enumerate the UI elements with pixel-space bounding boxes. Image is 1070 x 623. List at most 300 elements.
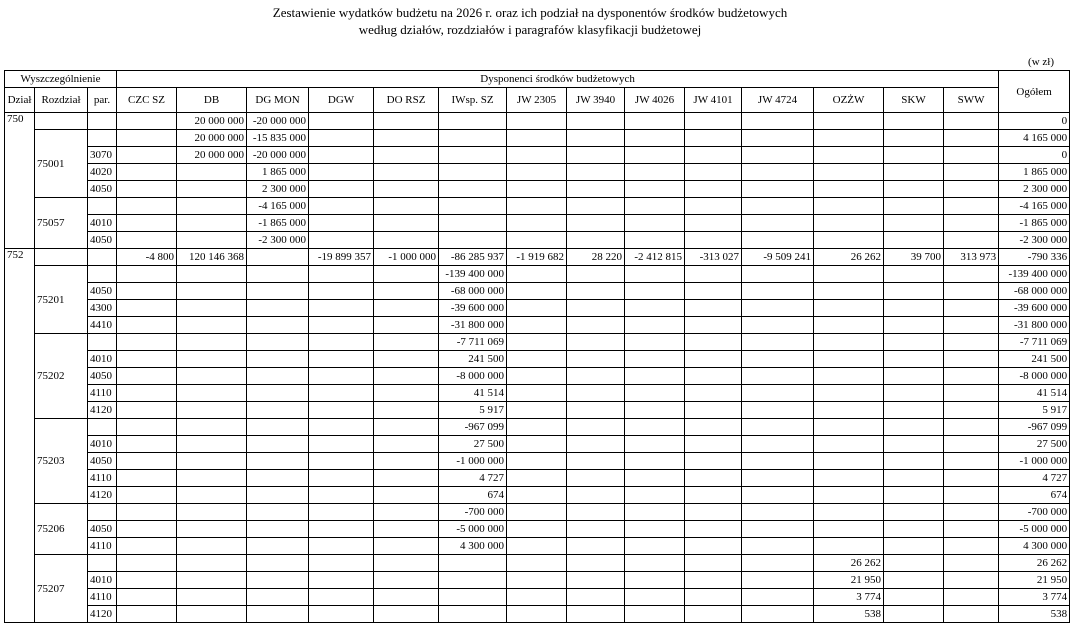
cell-value (439, 181, 507, 198)
table-row (5, 368, 1070, 385)
cell-value (884, 164, 944, 181)
cell-value (944, 368, 999, 385)
table-row (5, 164, 1070, 181)
cell-value: -31 800 000 (439, 317, 507, 334)
cell-value: 26 262 (814, 555, 884, 572)
cell-value (944, 266, 999, 283)
cell-value (309, 147, 374, 164)
unit-label: (w zł) (1028, 56, 1054, 68)
table-row (5, 181, 1070, 198)
cell-value (884, 317, 944, 334)
cell-value (814, 215, 884, 232)
cell-value (374, 198, 439, 215)
cell-value: -20 000 000 (247, 113, 309, 130)
cell-value (439, 606, 507, 623)
cell-value (742, 419, 814, 436)
header-rozdzial: Rozdział (35, 88, 88, 113)
cell-value (507, 402, 567, 419)
cell-value (814, 453, 884, 470)
cell-value (567, 351, 625, 368)
cell-value (374, 113, 439, 130)
cell-value (685, 266, 742, 283)
cell-value (625, 130, 685, 147)
cell-value (884, 470, 944, 487)
cell-par: 4110 (88, 470, 117, 487)
cell-value (177, 351, 247, 368)
cell-value (117, 164, 177, 181)
cell-value (742, 147, 814, 164)
cell-value (884, 589, 944, 606)
cell-value (814, 317, 884, 334)
cell-total: 27 500 (999, 436, 1070, 453)
table-row (5, 334, 1070, 351)
cell-total: -39 600 000 (999, 300, 1070, 317)
cell-value (814, 266, 884, 283)
cell-value (814, 113, 884, 130)
table-row (5, 589, 1070, 606)
cell-value (944, 402, 999, 419)
cell-value (814, 232, 884, 249)
cell-value (374, 572, 439, 589)
cell-value (247, 538, 309, 555)
cell-value (247, 555, 309, 572)
cell-value (117, 470, 177, 487)
cell-value (814, 385, 884, 402)
cell-par: 4050 (88, 232, 117, 249)
cell-value (567, 164, 625, 181)
cell-value: 4 300 000 (439, 538, 507, 555)
cell-value (177, 555, 247, 572)
cell-value (742, 113, 814, 130)
cell-total: -4 165 000 (999, 198, 1070, 215)
cell-value (742, 215, 814, 232)
cell-value (374, 436, 439, 453)
cell-value (309, 402, 374, 419)
cell-value (507, 572, 567, 589)
cell-value (117, 504, 177, 521)
cell-total: 21 950 (999, 572, 1070, 589)
cell-value (309, 215, 374, 232)
cell-total: 538 (999, 606, 1070, 623)
header-dysponent: DO RSZ (374, 88, 439, 113)
cell-value (507, 487, 567, 504)
cell-value (309, 487, 374, 504)
cell-par (88, 334, 117, 351)
cell-value (625, 232, 685, 249)
cell-value (177, 521, 247, 538)
cell-value (742, 266, 814, 283)
cell-value: -1 865 000 (247, 215, 309, 232)
cell-par (88, 266, 117, 283)
cell-value: 3 774 (814, 589, 884, 606)
cell-value (507, 113, 567, 130)
header-dysponent: DB (177, 88, 247, 113)
cell-value (884, 555, 944, 572)
cell-value (884, 521, 944, 538)
cell-value (884, 266, 944, 283)
cell-value (567, 232, 625, 249)
cell-value (507, 419, 567, 436)
cell-par: 4120 (88, 487, 117, 504)
cell-value (117, 402, 177, 419)
cell-value: -5 000 000 (439, 521, 507, 538)
cell-value (944, 419, 999, 436)
cell-value (567, 572, 625, 589)
cell-value (742, 368, 814, 385)
cell-value (625, 589, 685, 606)
cell-total: 5 917 (999, 402, 1070, 419)
cell-value (507, 334, 567, 351)
cell-value (944, 300, 999, 317)
cell-value (625, 385, 685, 402)
cell-value: 41 514 (439, 385, 507, 402)
header-dysponent: IWsp. SZ (439, 88, 507, 113)
cell-value (117, 300, 177, 317)
cell-value (507, 181, 567, 198)
cell-value (374, 419, 439, 436)
cell-value (884, 368, 944, 385)
table-row (5, 521, 1070, 538)
table-row (5, 606, 1070, 623)
cell-value (567, 436, 625, 453)
cell-total: 26 262 (999, 555, 1070, 572)
cell-value (567, 130, 625, 147)
cell-value (944, 538, 999, 555)
cell-value (177, 402, 247, 419)
cell-value (374, 266, 439, 283)
cell-value: -7 711 069 (439, 334, 507, 351)
cell-par: 4050 (88, 181, 117, 198)
cell-value (742, 283, 814, 300)
cell-value (685, 402, 742, 419)
cell-par (88, 113, 117, 130)
cell-value (814, 419, 884, 436)
cell-total: -7 711 069 (999, 334, 1070, 351)
cell-value (884, 300, 944, 317)
cell-value (247, 453, 309, 470)
cell-value (247, 470, 309, 487)
cell-value (625, 368, 685, 385)
cell-value (309, 334, 374, 351)
cell-rozdzial: 75201 (35, 266, 88, 334)
cell-value (439, 555, 507, 572)
cell-value (567, 521, 625, 538)
cell-value (439, 164, 507, 181)
cell-value (625, 453, 685, 470)
cell-value (685, 334, 742, 351)
cell-value (177, 572, 247, 589)
header-dysponent: SWW (944, 88, 999, 113)
cell-value (117, 351, 177, 368)
cell-value (685, 572, 742, 589)
cell-value (117, 487, 177, 504)
cell-value (567, 453, 625, 470)
cell-par: 4010 (88, 351, 117, 368)
cell-value (742, 487, 814, 504)
cell-total: 0 (999, 147, 1070, 164)
cell-value (567, 283, 625, 300)
cell-value (625, 470, 685, 487)
table-row (5, 470, 1070, 487)
cell-value (685, 453, 742, 470)
header-dysponent: JW 4101 (685, 88, 742, 113)
cell-value (247, 351, 309, 368)
cell-value (884, 181, 944, 198)
cell-value (742, 130, 814, 147)
cell-value: -2 412 815 (625, 249, 685, 266)
table-row (5, 198, 1070, 215)
cell-value (309, 555, 374, 572)
cell-value (625, 283, 685, 300)
cell-value (625, 351, 685, 368)
cell-value (507, 215, 567, 232)
cell-value (374, 521, 439, 538)
cell-dzial: 752 (5, 249, 35, 623)
cell-value (742, 300, 814, 317)
cell-value (944, 181, 999, 198)
cell-value (685, 317, 742, 334)
cell-value (247, 368, 309, 385)
cell-value (177, 283, 247, 300)
cell-value (625, 317, 685, 334)
cell-value (884, 419, 944, 436)
document-title-line-2: według działów, rozdziałów i paragrafów klasyfikacji budżetowej (358, 22, 702, 37)
header-dysponent: OZŻW (814, 88, 884, 113)
cell-par: 4050 (88, 453, 117, 470)
cell-value (439, 232, 507, 249)
cell-value (742, 453, 814, 470)
cell-value (884, 334, 944, 351)
cell-value (117, 572, 177, 589)
cell-value (507, 351, 567, 368)
cell-total: -1 865 000 (999, 215, 1070, 232)
cell-value (507, 538, 567, 555)
cell-value (742, 589, 814, 606)
cell-value: 20 000 000 (177, 130, 247, 147)
cell-value: 20 000 000 (177, 147, 247, 164)
cell-value (439, 130, 507, 147)
cell-rozdzial: 75206 (35, 504, 88, 555)
cell-value (742, 164, 814, 181)
cell-value (117, 215, 177, 232)
cell-value (177, 504, 247, 521)
cell-value (685, 419, 742, 436)
cell-par: 4010 (88, 436, 117, 453)
cell-value: -19 899 357 (309, 249, 374, 266)
cell-value (685, 113, 742, 130)
cell-value (309, 300, 374, 317)
cell-value (439, 113, 507, 130)
cell-value (247, 266, 309, 283)
cell-par: 4120 (88, 402, 117, 419)
cell-dzial: 750 (5, 113, 35, 249)
cell-value (439, 215, 507, 232)
cell-total: -1 000 000 (999, 453, 1070, 470)
header-dysponent: JW 4026 (625, 88, 685, 113)
cell-value (247, 504, 309, 521)
cell-value (884, 147, 944, 164)
cell-value (944, 232, 999, 249)
cell-value (309, 521, 374, 538)
cell-value (117, 436, 177, 453)
cell-value (177, 164, 247, 181)
table-row (5, 385, 1070, 402)
cell-value (685, 504, 742, 521)
cell-value (507, 385, 567, 402)
cell-value (742, 402, 814, 419)
budget-table (4, 70, 1070, 623)
table-row (5, 402, 1070, 419)
cell-value: -700 000 (439, 504, 507, 521)
cell-value (567, 266, 625, 283)
cell-value (374, 334, 439, 351)
cell-value (944, 385, 999, 402)
cell-value (742, 538, 814, 555)
cell-value (117, 334, 177, 351)
cell-value (625, 147, 685, 164)
cell-value: 27 500 (439, 436, 507, 453)
cell-value (944, 351, 999, 368)
cell-value: -1 000 000 (439, 453, 507, 470)
cell-value (944, 130, 999, 147)
cell-value (685, 555, 742, 572)
cell-par: 4120 (88, 606, 117, 623)
cell-value: -1 000 000 (374, 249, 439, 266)
cell-value (685, 215, 742, 232)
cell-value (309, 572, 374, 589)
cell-value (625, 334, 685, 351)
cell-value (742, 470, 814, 487)
cell-rozdzial: 75202 (35, 334, 88, 419)
cell-par: 4110 (88, 589, 117, 606)
cell-value (117, 385, 177, 402)
cell-rozdzial: 75057 (35, 198, 88, 249)
cell-value (177, 419, 247, 436)
cell-value (247, 589, 309, 606)
cell-value: 674 (439, 487, 507, 504)
cell-value: 20 000 000 (177, 113, 247, 130)
cell-value (177, 453, 247, 470)
table-row (5, 351, 1070, 368)
cell-value (625, 606, 685, 623)
cell-par (88, 419, 117, 436)
cell-value (309, 351, 374, 368)
cell-value (374, 487, 439, 504)
cell-value (177, 215, 247, 232)
cell-value (625, 266, 685, 283)
cell-value (685, 521, 742, 538)
cell-value (625, 300, 685, 317)
cell-value (884, 436, 944, 453)
table-row (5, 555, 1070, 572)
table-row (5, 283, 1070, 300)
cell-value (507, 521, 567, 538)
cell-total: -790 336 (999, 249, 1070, 266)
cell-value (507, 164, 567, 181)
header-dysponent: JW 3940 (567, 88, 625, 113)
cell-value (742, 232, 814, 249)
cell-value (625, 215, 685, 232)
cell-value (567, 538, 625, 555)
cell-value (374, 181, 439, 198)
cell-value (309, 198, 374, 215)
cell-value (742, 198, 814, 215)
cell-value: -39 600 000 (439, 300, 507, 317)
cell-value (884, 504, 944, 521)
cell-value (884, 232, 944, 249)
cell-total: -31 800 000 (999, 317, 1070, 334)
table-row (5, 453, 1070, 470)
cell-value: 2 300 000 (247, 181, 309, 198)
cell-value (814, 402, 884, 419)
header-dysponent: JW 2305 (507, 88, 567, 113)
cell-rozdzial (35, 113, 88, 130)
cell-value (884, 606, 944, 623)
cell-value (685, 130, 742, 147)
table-row (5, 300, 1070, 317)
cell-value (117, 283, 177, 300)
cell-total: -5 000 000 (999, 521, 1070, 538)
cell-value (884, 453, 944, 470)
cell-value (177, 487, 247, 504)
cell-value (625, 164, 685, 181)
cell-value (567, 334, 625, 351)
cell-value (742, 436, 814, 453)
cell-value (567, 589, 625, 606)
cell-value (567, 317, 625, 334)
cell-value (625, 504, 685, 521)
cell-value (309, 164, 374, 181)
cell-value (814, 504, 884, 521)
cell-value (177, 538, 247, 555)
cell-value (685, 368, 742, 385)
cell-value (742, 351, 814, 368)
cell-value (374, 368, 439, 385)
cell-par: 4010 (88, 215, 117, 232)
cell-total: 241 500 (999, 351, 1070, 368)
cell-value: -139 400 000 (439, 266, 507, 283)
cell-value (884, 113, 944, 130)
cell-value (944, 198, 999, 215)
cell-value (625, 538, 685, 555)
header-par: par. (88, 88, 117, 113)
cell-value: -68 000 000 (439, 283, 507, 300)
cell-value (374, 538, 439, 555)
cell-value (625, 113, 685, 130)
table-header (5, 71, 1070, 113)
cell-value (625, 198, 685, 215)
table-row (5, 249, 1070, 266)
cell-value: 26 262 (814, 249, 884, 266)
cell-par: 4110 (88, 385, 117, 402)
cell-value (742, 504, 814, 521)
cell-value: -4 800 (117, 249, 177, 266)
cell-value (814, 521, 884, 538)
cell-value (884, 538, 944, 555)
table-row (5, 147, 1070, 164)
cell-value (374, 385, 439, 402)
cell-value (884, 283, 944, 300)
cell-value (309, 266, 374, 283)
cell-value (177, 606, 247, 623)
cell-value (742, 334, 814, 351)
header-dysponenci: Dysponenci środków budżetowych (117, 71, 999, 88)
cell-value (309, 181, 374, 198)
cell-value (439, 589, 507, 606)
cell-value (439, 572, 507, 589)
header-dysponent: JW 4724 (742, 88, 814, 113)
cell-value (944, 572, 999, 589)
